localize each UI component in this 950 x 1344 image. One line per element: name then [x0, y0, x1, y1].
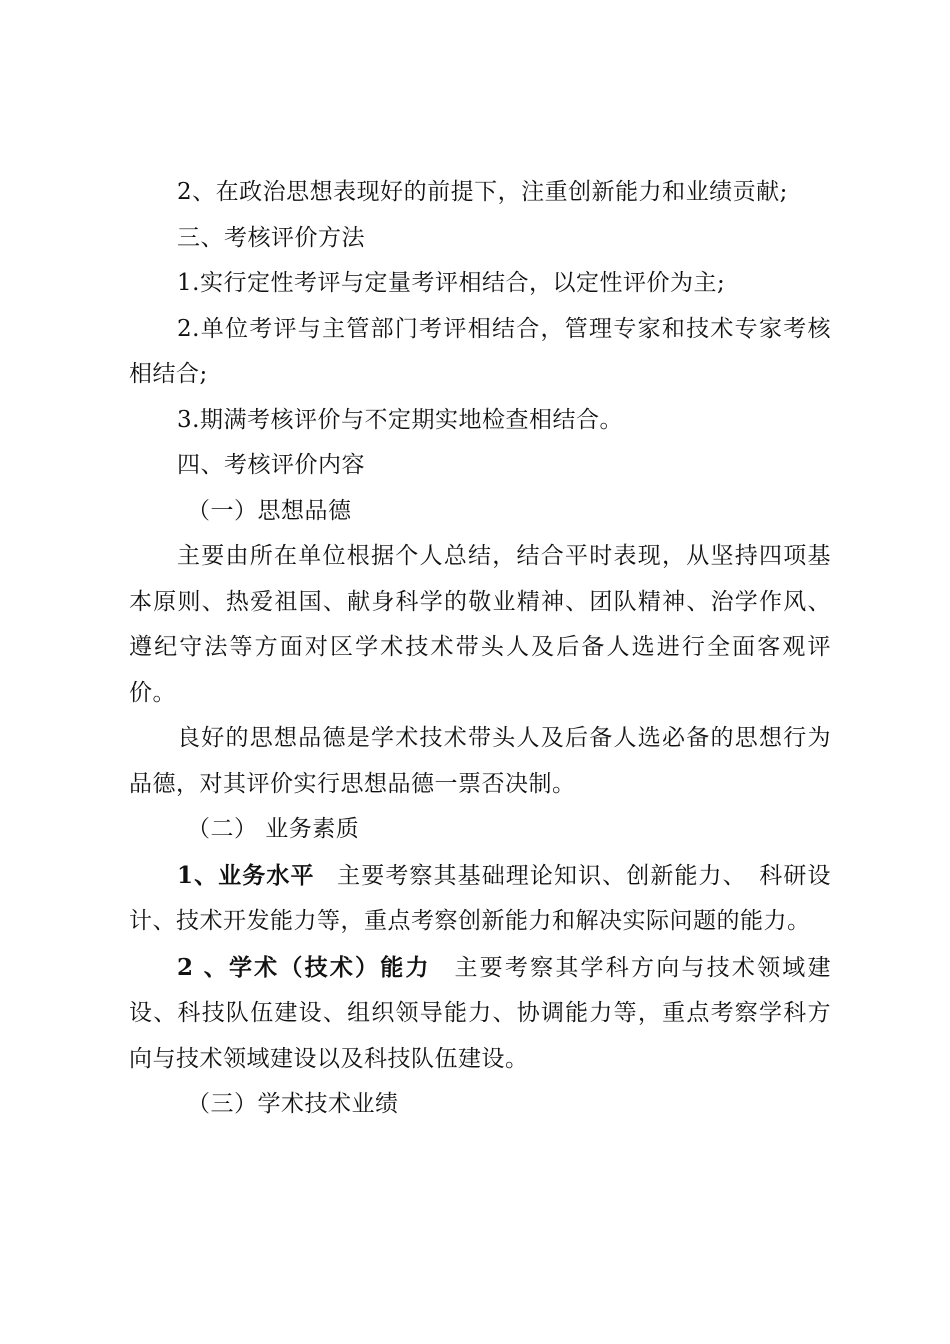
document-page	[129, 170, 831, 1128]
paragraph-professional-level	[129, 853, 831, 945]
subheading-academic-achievements: （三）学术技术业绩	[187, 1091, 399, 1117]
paragraph-moral-evaluation: 主要由所在单位根据个人总结，结合平时表现，从坚持四项基本原则、热爱祖国、献身科学的敬业精神、团队精神、治学作风、遵纪守法等方面对区学术技术带头人及后备人选进行全面客观评价。	[129, 543, 831, 706]
subheading-moral-character: （一）思想品德	[187, 497, 352, 524]
heading-evaluation-content: 四、考核评价内容	[177, 452, 365, 478]
subheading-professional-quality: （二） 业务素质	[187, 816, 360, 842]
heading-evaluation-method: 三、考核评价方法	[177, 224, 365, 251]
paragraph-innovation: 2、在政治思想表现好的前提下，注重创新能力和业绩贡献;	[177, 179, 788, 205]
item-body-academic-ability: 主要考察其学科方向与技术领域建设、科技队伍建设、组织领导能力、协调能力等，重点考察学科方向与技术领域建设以及科技队伍建设。	[129, 954, 832, 1072]
paragraph-method-3: 3.期满考核评价与不定期实地检查相结合。	[177, 406, 623, 433]
paragraph-academic-ability	[129, 945, 831, 1083]
item-body-professional-level: 主要考察其基础理论知识、创新能力、 科研设计、技术开发能力等，重点考察创新能力和解决实际问题的能力。	[129, 862, 831, 934]
item-title-academic-ability: 2 、学术（技术）能力	[177, 953, 431, 981]
item-title-professional-level: 1、业务水平	[177, 861, 315, 889]
paragraph-method-2: 2.单位考评与主管部门考评相结合，管理专家和技术专家考核相结合;	[129, 315, 831, 387]
paragraph-moral-veto: 良好的思想品德是学术技术带头人及后备人选必备的思想行为品德，对其评价实行思想品德一票否决制。	[129, 725, 831, 797]
paragraph-method-1: 1.实行定性考评与定量考评相结合，以定性评价为主;	[177, 270, 726, 296]
